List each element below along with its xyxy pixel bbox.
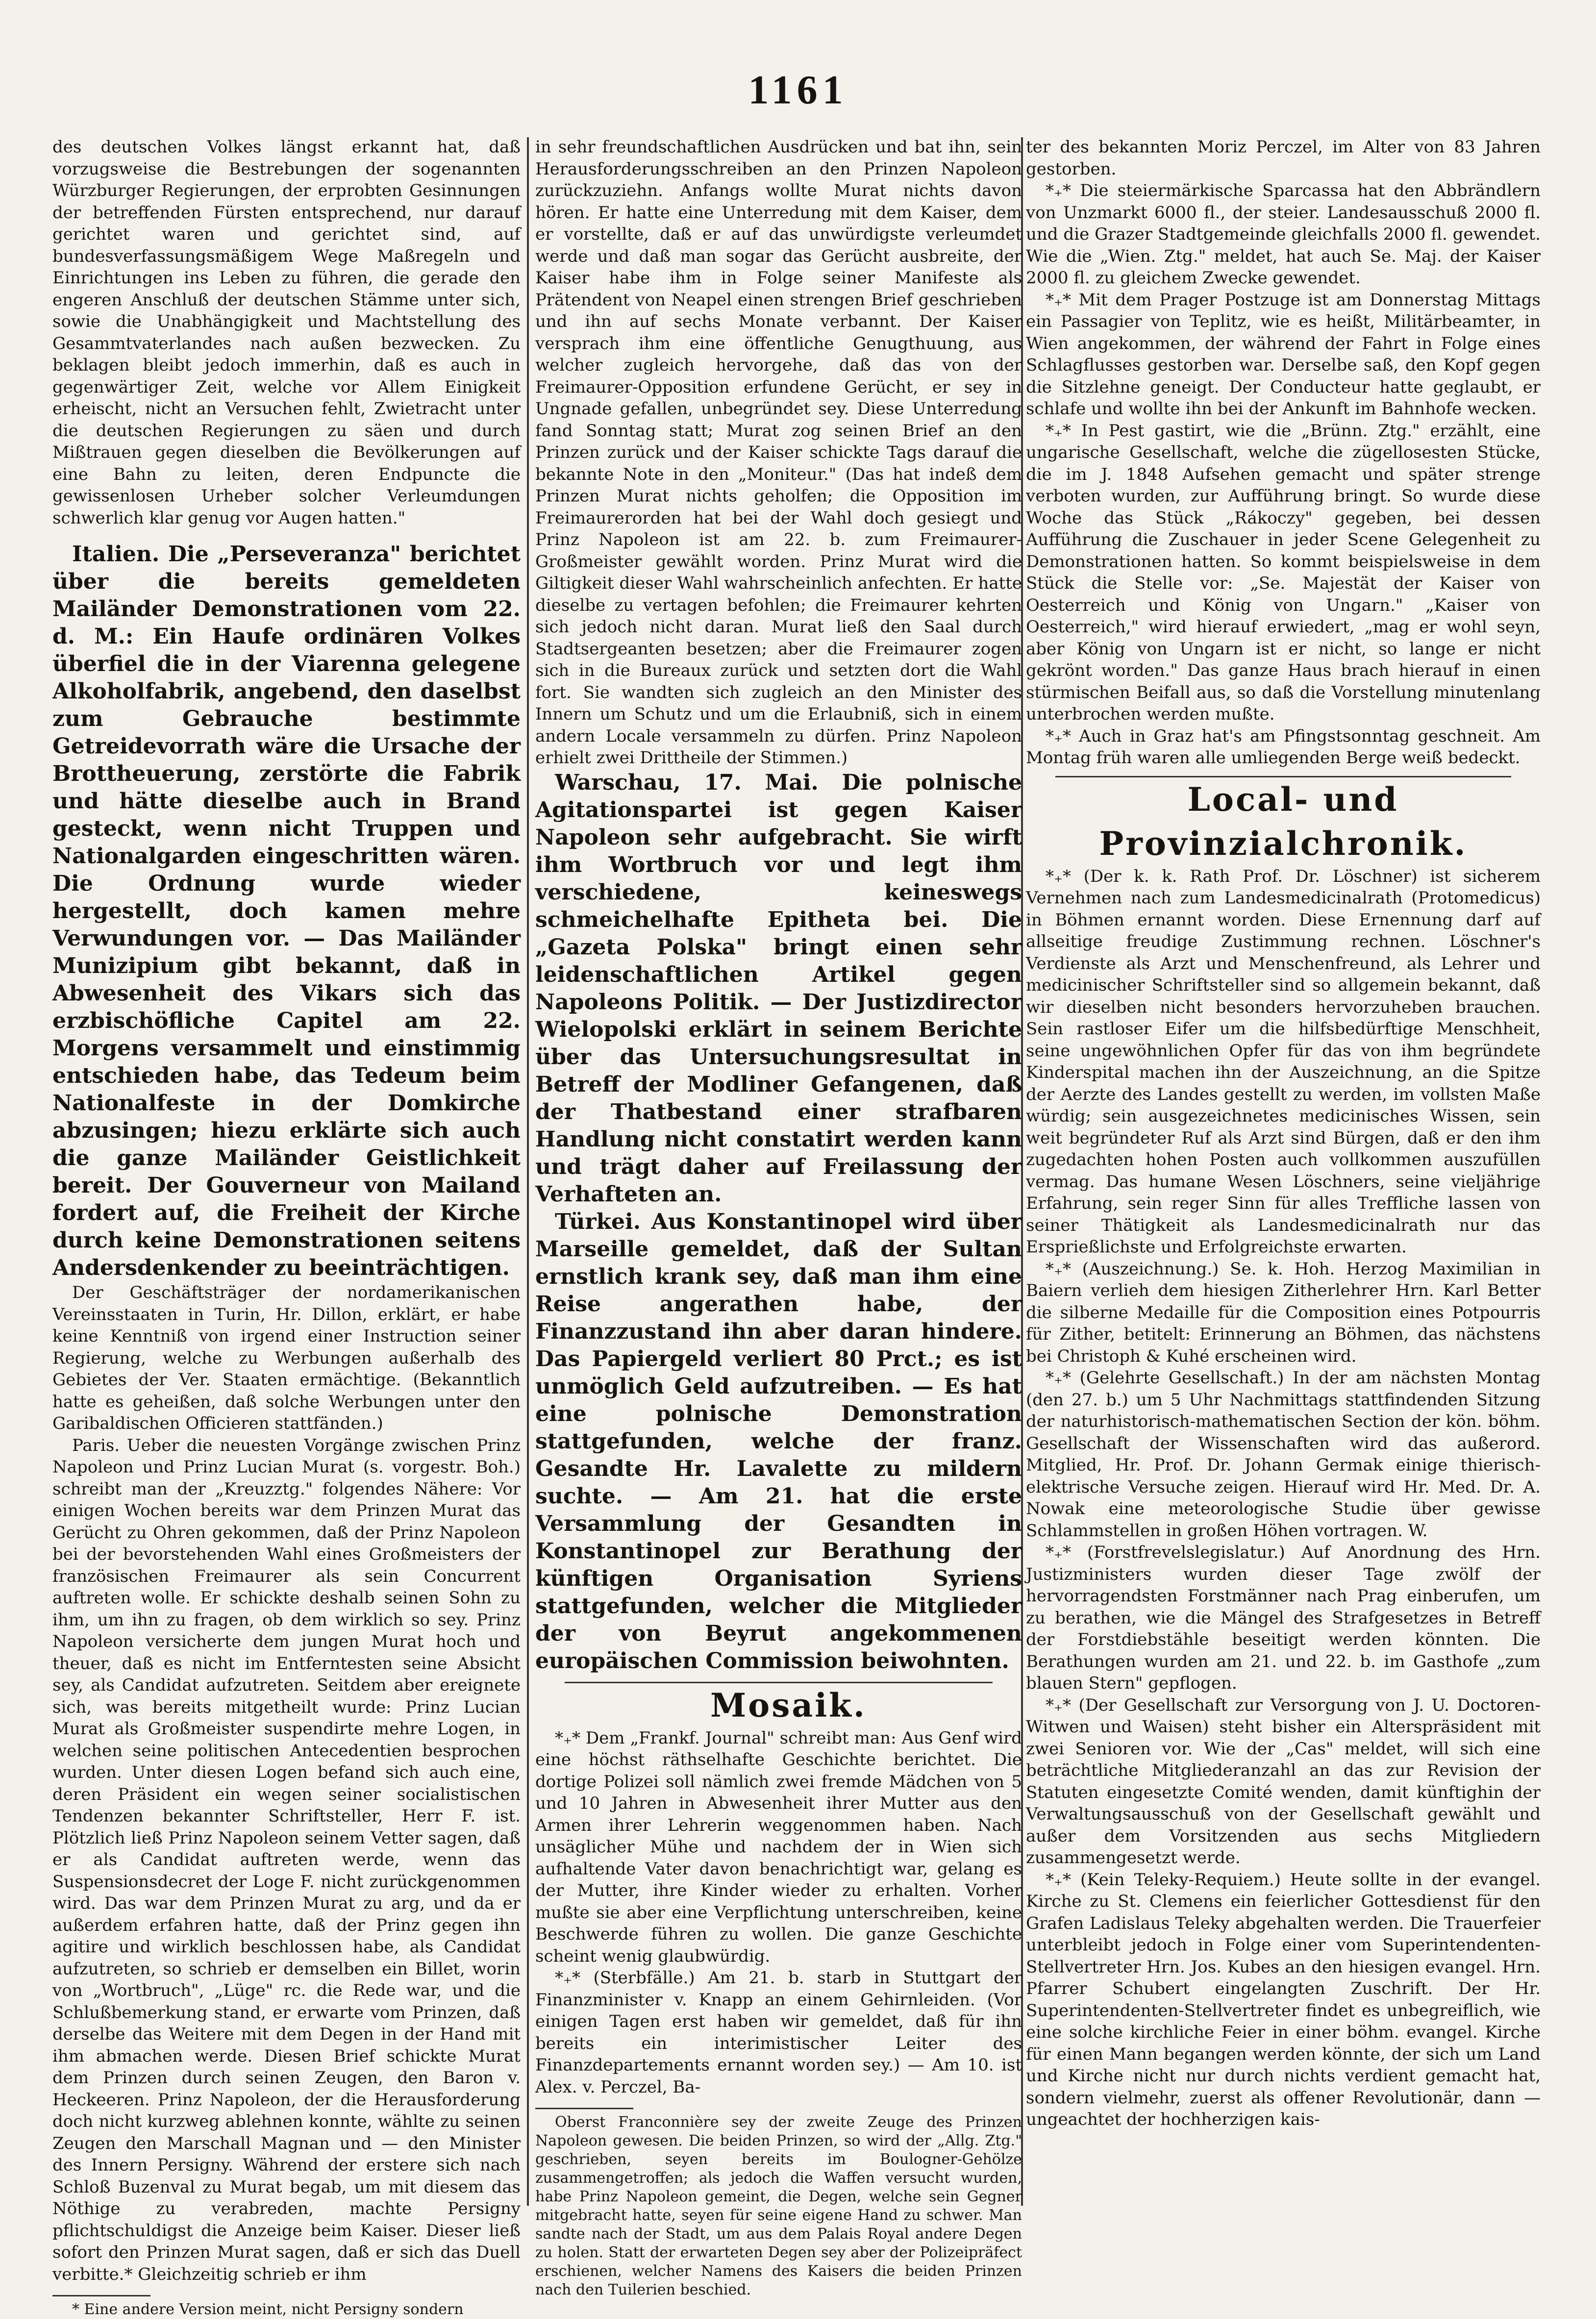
article-paris: Paris. Ueber die neuesten Vorgänge zwischen Prinz Napoleon und Prinz Lucian Murat (s. vorgestr. Boh.) schreibt man der „Kreuzztg." folgendes Nähere: Vor einigen Wochen bereits war dem Prinzen Murat das Gerücht zu Ohren gekommen, daß der Prinz Napoleon bei der bevorstehenden Wahl eines Großmeisters der französischen Freimaurer als sein Concurrent auftreten wolle. Er schickte deshalb seinen Sohn zu ihm, um ihn zu fragen, ob dem wirklich so sey. Prinz Napoleon versicherte dem jungen Murat hoch und theuer, daß es nicht im Entferntesten seine Absicht sey, als Candidat aufzutreten. Seitdem aber ereignete sich, was bereits mitgetheilt wurde: Prinz Lucian Murat als Großmeister suspendirte mehre Logen, in welchen seine politischen Antecedentien besprochen wurden. Unter diesen Logen befand sich auch eine, deren Präsident ein wegen seiner socialistischen Tendenzen bekannter Schriftsteller, Herr F. ist. Plötzlich ließ Prinz Napoleon seinem Vetter sagen, daß er als Candidat auftreten werde, wenn das Suspensionsdecret der Loge F. nicht zurückgenommen wird. Das war dem Prinzen Murat zu arg, und da er außerdem erfahren hatte, daß der Prinz gegen ihn agitire und wirklich beschlossen habe, als Candidat aufzutreten, so schrieb er demselben ein Billet, worin von „Wortbruch", „Lüge" rc. die Rede war, und die Schlußbemerkung stand, er erwarte vom Prinzen, daß derselbe das Weitere mit dem Degen in der Hand mit ihm abmachen werde. Diesen Brief schickte Murat dem Prinzen durch seinen Zeugen, den Baron v. Heckeeren. Prinz Napoleon, der die Herausforderung doch nicht kurzweg ablehnen konnte, wählte zu seinen Zeugen den Marschall Magnan und — den Minister des Innern Persigny. Während der erstere sich nach Schloß Buzenval zu Murat begab, um mit diesem das Nöthige zu verabreden, machte Persigny pflichtschuldigst die Anzeige beim Kaiser. Dieser ließ sofort den Prinzen Murat sagen, daß er sich das Duell verbitte.* Gleichzeitig schrieb er ihm — [52, 1435, 521, 2284]
footnote-rule — [535, 2108, 633, 2109]
mosaik-item-genf: *₊* Dem „Frankf. Journal" schreibt man: Aus Genf wird eine höchst räthselhafte Geschichte berichtet. Die dortige Polizei soll nämlich zwei fremde Mädchen von 5 und 10 Jahren in Abwesenheit ihrer Mutter aus den Armen ihrer Lehrerin weggenommen haben. Nach unsäglicher Mühe und nachdem der in Wien sich aufhaltende Vater davon benachrichtigt war, gelang es der Mutter, ihre Kinder wieder zu erhalten. Vorher mußte sie aber eine Verpflichtung unterschreiben, keine Beschwerde führen zu wollen. Die ganze Geschichte scheint wenig glaubwürdig. — [535, 1728, 1022, 1966]
column-3 — [1026, 136, 1541, 2129]
column-1 — [52, 136, 521, 2318]
article-tuerkei: Türkei. Aus Konstantinopel wird über Marseille gemeldet, daß der Sultan ernstlich krank sey, daß man ihm eine Reise angerathen habe, der Finanzzustand ihn aber daran hindere. Das Papiergeld verliert 80 Prct.; es ist unmöglich Geld aufzutreiben. — Es hat eine polnische Demonstration stattgefunden, welche der franz. Gesandte Hr. Lavalette zu mildern suchte. — Am 21. hat die erste Versammlung der Gesandten in Konstantinopel zur Berathung der künftigen Organisation Syriens stattgefunden, welcher die Mitglieder der von Beyrut angekommenen europäischen Commission beiwohnten. — [535, 1209, 1022, 1673]
mosaik-item-postzug: *₊* Mit dem Prager Postzuge ist am Donnerstag Mittags ein Passagier von Teplitz, wie es heißt, Militärbeamter, in Wien angekommen, der während der Fahrt in Folge eines Schlagflusses gestorben war. Derselbe saß, den Kopf gegen die Sitzlehne geneigt. Der Conducteur hatte geglaubt, er schlafe und wollte ihn bei der Ankunft im Bahnhofe wecken. — [1026, 290, 1541, 419]
article-italien: Italien. Die „Perseveranza" berichtet über die bereits gemeldeten Mailänder Demonstrationen vom 22. d. M.: Ein Haufe ordinären Volkes überfiel die in der Viarenna gelegene Alkoholfabrik, angebend, den daselbst zum Gebrauche bestimmte Getreidevorrath wäre die Ursache der Brottheuerung, zerstörte die Fabrik und hätte dieselbe auch in Brand gesteckt, wenn nicht Truppen und Nationalgarden eingeschritten wären. Die Ordnung wurde wieder hergestellt, doch kamen mehre Verwundungen vor. — Das Mailänder Munizipium gibt bekannt, daß in Abwesenheit des Vikars sich das erzbischöfliche Capitel am 22. Morgens versammelt und einstimmig entschieden habe, das Tedeum beim Nationalfeste in der Domkirche abzusingen; hiezu erklärte sich auch die ganze Mailänder Geistlichkeit bereit. Der Gouverneur von Mailand fordert auf, die Freiheit der Kirche durch keine Demonstrationen seitens Andersdenkender zu beeinträchtigen. — [52, 542, 521, 1280]
local-item-loeschner: *₊* (Der k. k. Rath Prof. Dr. Löschner) ist sicherem Vernehmen nach zum Landesmedicinalrath (Protomedicus) in Böhmen ernannt worden. Diese Ernennung darf auf allseitige freudige Zustimmung rechnen. Löschner's Verdienste als Arzt und Menschenfreund, als Lehrer und medicinischer Schriftsteller sind so allgemein bekannt, daß wir dieselben nicht besonders hervorzuheben brauchen. Sein rastloser Eifer um die hilfsbedürftige Menschheit, seine ungewöhnlichen Opfer für das von ihm begründete Kinderspital machen ihn der Auszeichnung, an die Spitze der Aerzte des Landes gestellt zu werden, im vollsten Maße würdig; sein ausgezeichnetes medicinisches Wissen, sein weit begründeter Ruf als Arzt sind Bürgen, daß er den ihm zugedachten hohen Posten auch vollkommen auszufüllen vermag. Das humane Wesen Löschners, seine vieljährige Erfahrung, sein reger Sinn für alles Treffliche lassen von seiner Thätigkeit als Landesmedicinalrath nur das Ersprießlichste und Erfolgreichste erwarten. — [1026, 866, 1541, 1257]
column-2 — [535, 136, 1022, 2298]
section-heading-mosaik: Mosaik. — [710, 1686, 867, 1724]
section-heading-local: Local- und Provinzialchronik. — [1099, 780, 1468, 863]
local-item-versorgung: *₊* (Der Gesellschaft zur Versorgung von J. U. Doctoren-Witwen und Waisen) steht bisher ein Alterspräsident mit zwei Senioren vor. Wie der „Cas" meldet, will sich eine beträchtliche Mitgliederanzahl an das zur Revision der Statuten eingesetzte Comité wenden, damit künftighin der Verwaltungsausschuß von der Gesellschaft gewählt und außer dem Vorsitzenden aus sechs Mitgliedern zusammengesetzt werde. — [1026, 1695, 1541, 1868]
local-item-gesellschaft: *₊* (Gelehrte Gesellschaft.) In der am nächsten Montag (den 27. b.) um 5 Uhr Nachmittags stattfindenden Sitzung der naturhistorisch-mathematischen Section der kön. böhm. Gesellschaft der Wissenschaften wird das außerord. Mitglied, Hr. Prof. Dr. Johann Germak einige thierisch-elektrische Versuche zeigen. Hierauf wird Hr. Med. Dr. A. Nowak eine meteorologische Studie über gewisse Schlammstellen in großen Höhen vortragen. W. — [1026, 1368, 1541, 1541]
page-number: 1161 — [748, 67, 848, 113]
article-warschau: Warschau, 17. Mai. Die polnische Agitationspartei ist gegen Kaiser Napoleon sehr aufgebracht. Sie wirft ihm Wortbruch vor und legt ihm verschiedene, keineswegs schmeichelhafte Epitheta bei. Die „Gazeta Polska" bringt einen sehr leidenschaftlichen Artikel gegen Napoleons Politik. — Der Justizdirector Wielopolski erklärt in seinem Berichte über das Untersuchungsresultat in Betreff der Modliner Gefangenen, daß der Thatbestand einer strafbaren Handlung nicht constatirt werden kann und trägt daher auf Freilassung der Verhafteten an. — [535, 770, 1022, 1207]
mosaik-continuation: ter des bekannten Moriz Perczel, im Alter von 83 Jahren gestorben. — [1026, 137, 1541, 179]
article-geschaeftstraeger: Der Geschäftsträger der nordamerikanischen Vereinsstaaten in Turin, Hr. Dillon, erklärt, er habe keine Kenntniß von irgend einer Instruction seiner Regierung, welche zu Werbungen außerhalb des Gebietes der Ver. Staaten ermächtige. (Bekanntlich hatte es geheißen, daß solche Werbungen unter den Garibaldischen Officieren stattfänden.) — [52, 1283, 521, 1433]
local-item-forstfrevel: *₊* (Forstfrevelslegislatur.) Auf Anordnung des Hrn. Justizministers wurden dieser Tage zwölf der hervorragendsten Forstmänner nach Prag einberufen, um zu berathen, wie die Mängel des Strafgesetzes in Betreff der Forstdiebstähle beseitigt werden könnten. Die Berathungen wurden am 21. und 22. b. im Gasthofe „zum blauen Stern" gepflogen. — [1026, 1543, 1541, 1693]
article-continuation: des deutschen Volkes längst erkannt hat, daß vorzugsweise die Bestrebungen der sogenannten Würzburger Regierungen, der erprobten Gesinnungen der betreffenden Fürsten entsprechend, nur darauf gerichtet waren und gerichtet sind, auf bundesverfassungsmäßigem Wege Maßregeln und Einrichtungen ins Leben zu führen, die gerade den engeren Anschluß der deutschen Stämme unter sich, sowie die Unabhängigkeit und Machtstellung des Gesammtvaterlandes nach außen bezwecken. Zu beklagen bleibt jedoch immerhin, daß es auch in gegenwärtiger Zeit, welche vor Allem Einigkeit erheischt, nicht an Versuchen fehlt, Zwietracht unter die deutschen Regierungen zu säen und durch Mißtrauen gegen dieselben die Bevölkerungen auf eine Bahn zu leiten, deren Endpuncte die gewissenlosen Urheber solcher Verleumdungen schwerlich klar genug vor Augen hatten." — [52, 137, 521, 528]
footnote: * Eine andere Version meint, nicht Persigny sondern — [72, 2301, 464, 2318]
footnote-rule — [52, 2295, 150, 2296]
footnote-continuation: Oberst Franconnière sey der zweite Zeuge des Prinzen Napoleon gewesen. Die beiden Prinzen, so wird der „Allg. Ztg." geschrieben, seyen bereits im Boulogner-Gehölze zusammengetroffen; als jedoch die Waffen versucht wurden, habe Prinz Napoleon gemeint, die Degen, welche sein Gegner mitgebracht hatte, seyen für seine eigene Hand zu schwer. Man sandte nach der Stadt, um aus dem Palais Royal andere Degen zu holen. Statt der erwarteten Degen sey aber der Polizeipräfect erschienen, welcher Namens des Kaisers die beiden Prinzen nach den Tuilerien beschied. — [535, 2114, 1022, 2298]
mosaik-item-pest: *₊* In Pest gastirt, wie die „Brünn. Ztg." erzählt, eine ungarische Gesellschaft, welche die zügellosesten Stücke, die im J. 1848 Aufsehen gemacht und später strenge verboten wurden, zur Aufführung bringt. So wurde diese Woche das Stück „Rákoczy" gegeben, bei dessen Aufführung die Zuschauer in jeder Scene Gelegenheit zu Demonstrationen hatten. So kommt beispielsweise in dem Stück die Stelle vor: „Se. Majestät der Kaiser von Oesterreich und König von Ungarn." „Kaiser von Oesterreich," wird hierauf erwiedert, „mag er wohl seyn, aber König von Ungarn ist er nicht, so lange er nicht gekrönt worden." Das ganze Haus brach hierauf in einen stürmischen Beifall aus, so daß die Vorstellung minutenlang unterbrochen werden mußte. — [1026, 421, 1541, 724]
article-paris-continued: in sehr freundschaftlichen Ausdrücken und bat ihn, sein Herausforderungsschreiben an den Prinzen Napoleon zurückzuziehn. Anfangs wollte Murat nichts davon hören. Er hatte eine Unterredung mit dem Kaiser, dem er vorstellte, daß er auf das unwürdigste verleumdet werde und daß man sogar das Gerücht ausbreite, der Kaiser habe ihm in Folge seiner Manifeste als Prätendent von Neapel einen strengen Brief geschrieben und ihn auf sechs Monate verbannt. Der Kaiser versprach ihm eine öffentliche Genugthuung, aus welcher zugleich hervorgehe, daß das von der Freimaurer-Opposition erfundene Gerücht, er sey in Ungnade gefallen, unbegründet sey. Diese Unterredung fand Sonntag statt; Murat zog seinen Brief an den Prinzen zurück und der Kaiser schickte Tags darauf die bekannte Note in den „Moniteur." (Das hat indeß dem Prinzen Murat nichts geholfen; die Opposition im Freimaurerorden hat bei der Wahl doch gesiegt und Prinz Napoleon ist am 22. b. zum Freimaurer-Großmeister gewählt worden. Prinz Murat wird die Giltigkeit dieser Wahl wahrscheinlich anfechten. Er hatte dieselbe zu vertagen befohlen; die Freimaurer kehrten sich jedoch nicht daran. Murat ließ den Saal durch Stadtsergeanten besetzen; aber die Freimaurer zogen sich in die Bureaux zurück und setzten dort die Wahl fort. Sie wandten sich zugleich an den Minister des Innern um Schutz und um die Erlaubniß, sich in einem andern Locale versammeln zu dürfen. Prinz Napoleon erhielt zwei Drittheile der Stimmen.) — [535, 137, 1022, 768]
local-item-auszeichnung: *₊* (Auszeichnung.) Se. k. Hoh. Herzog Maximilian in Baiern verlieh dem hiesigen Zitherlehrer Hrn. Karl Better die silberne Medaille für die Composition eines Potpourris für Zither, betitelt: Erinnerung an Böhmen, das nächstens bei Christoph & Kuhé erscheinen wird. — [1026, 1259, 1541, 1366]
mosaik-item-sterbfaelle: *₊* (Sterbfälle.) Am 21. b. starb in Stuttgart der Finanzminister v. Knapp an einem Gehirnleiden. (Vor einigen Tagen erst haben wir gemeldet, daß für ihn bereits ein interimistischer Leiter des Finanzdepartements ernannt worden sey.) — Am 10. ist Alex. v. Perczel, Ba- — [535, 1968, 1022, 2097]
mosaik-item-graz: *₊* Auch in Graz hat's am Pfingstsonntag geschneit. Am Montag früh waren alle umliegenden Berge weiß bedeckt. — [1026, 726, 1541, 768]
column-rule-1 — [527, 137, 529, 2206]
local-item-teleky: *₊* (Kein Teleky-Requiem.) Heute sollte in der evangel. Kirche zu St. Clemens ein feierlicher Gottesdienst für den Grafen Ladislaus Teleky abgehalten werden. Die Trauerfeier unterbleibt jedoch in Folge einer vom Superintendenten-Stellvertreter Hrn. Jos. Kubes an den hiesigen evangel. Hrn. Pfarrer Schubert eingelangten Zuschrift. Der Hr. Superintendenten-Stellvertreter findet es unbegreiflich, wie eine solche kirchliche Feier in einer böhm. evangel. Kirche für einen Mann begangen werden könnte, der sich um Land und Kirche nicht nur durch nichts verdient gemacht hat, sondern vielmehr, zuerst als offener Revolutionär, dann — ungeachtet der hochherzigen kais- — [1026, 1870, 1541, 2129]
mosaik-item-sparcassa: *₊* Die steiermärkische Sparcassa hat den Abbrändlern von Unzmarkt 6000 fl., der steier. Landesausschuß 2000 fl. und die Grazer Stadtgemeinde gleichfalls 2000 fl. gewendet. Wie die „Wien. Ztg." meldet, hat auch Se. Maj. der Kaiser 2000 fl. zu gleichem Zwecke gewendet. — [1026, 181, 1541, 288]
